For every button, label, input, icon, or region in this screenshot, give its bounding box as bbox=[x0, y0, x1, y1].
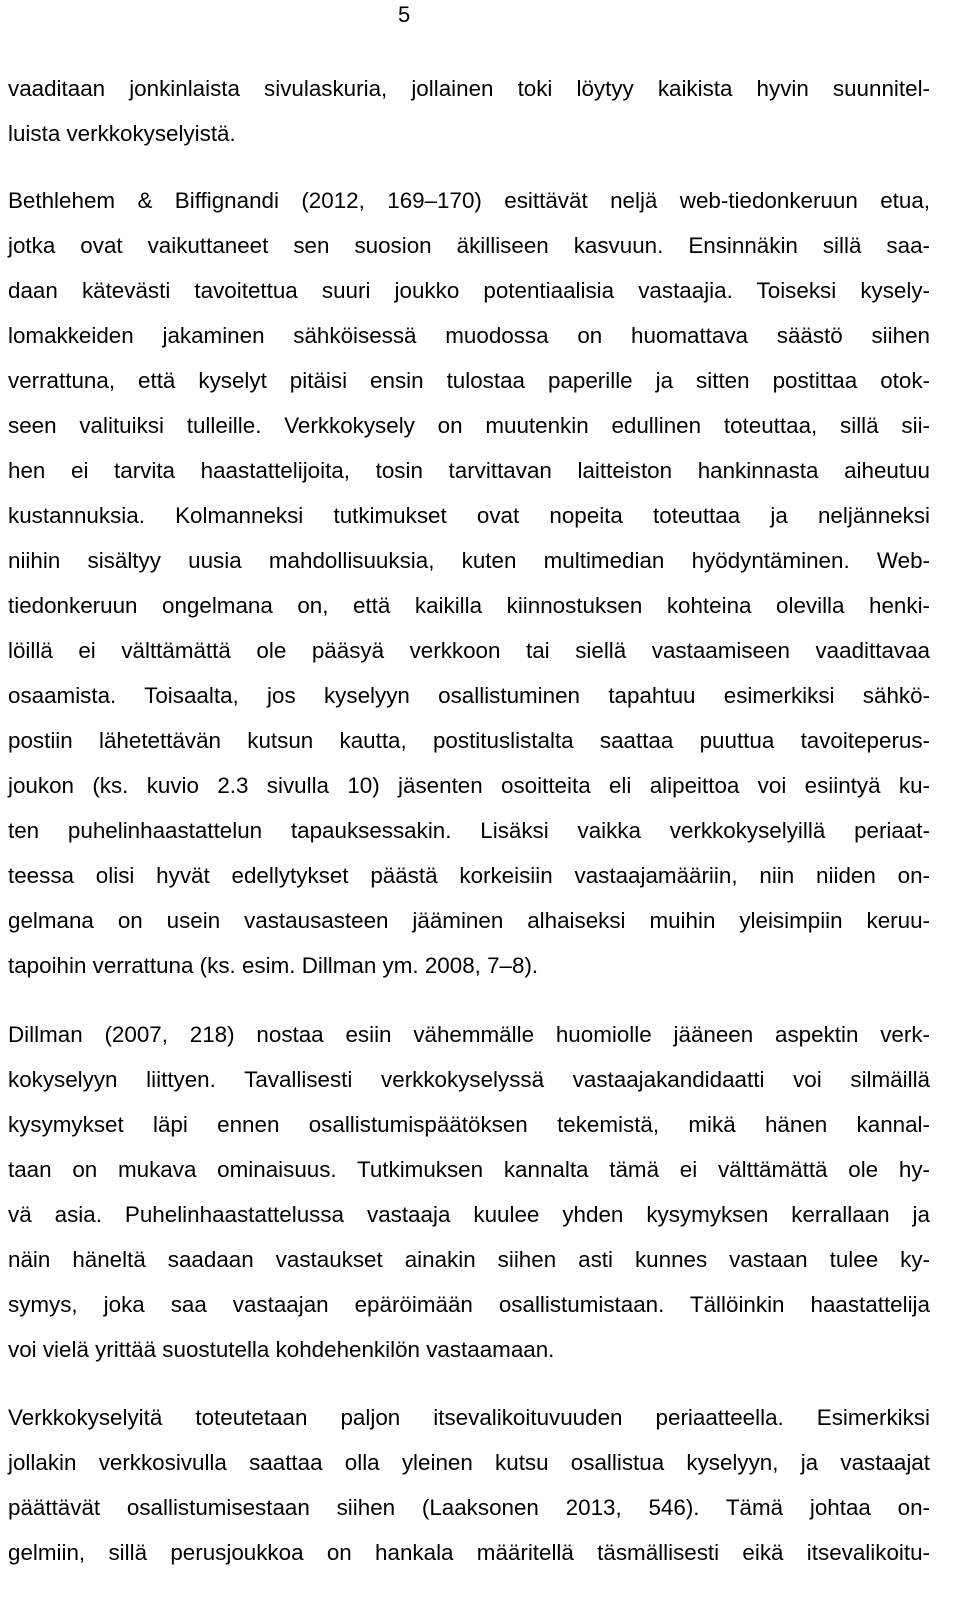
paragraph-2-line-16: teessa olisi hyvät edellytykset päästä korkeisiin vastaajamääriin, niin niiden on- bbox=[8, 863, 930, 888]
paragraph-2-line-8: kustannuksia. Kolmanneksi tutkimukset ovat nopeita toteuttaa ja neljänneksi bbox=[8, 503, 930, 528]
paragraph-2-line-14: joukon (ks. kuvio 2.3 sivulla 10) jäsenten osoitteita eli alipeittoa voi esiintyä ku- bbox=[8, 773, 930, 798]
paragraph-2-line-2: jotka ovat vaikuttaneet sen suosion äkilliseen kasvuun. Ensinnäkin sillä saa- bbox=[8, 233, 930, 258]
page-number: 5 bbox=[398, 2, 411, 27]
paragraph-2-line-12: osaamista. Toisaalta, jos kyselyyn osallistuminen tapahtuu esimerkiksi sähkö- bbox=[8, 683, 930, 708]
paragraph-1-line-2: luista verkkokyselyistä. bbox=[8, 121, 236, 146]
paragraph-4-line-3: päättävät osallistumisestaan siihen (Laaksonen 2013, 546). Tämä johtaa on- bbox=[8, 1495, 930, 1520]
paragraph-3-line-5: vä asia. Puhelinhaastattelussa vastaaja kuulee yhden kysymyksen kerrallaan ja bbox=[8, 1202, 930, 1227]
paragraph-3-line-1: Dillman (2007, 218) nostaa esiin vähemmälle huomiolle jääneen aspektin verk- bbox=[8, 1022, 930, 1047]
paragraph-2-line-10: tiedonkeruun ongelmana on, että kaikilla kiinnostuksen kohteina olevilla henki- bbox=[8, 593, 930, 618]
paragraph-4-line-4: gelmiin, sillä perusjoukkoa on hankala määritellä täsmällisesti eikä itsevalikoitu- bbox=[8, 1540, 930, 1565]
paragraph-2-line-4: lomakkeiden jakaminen sähköisessä muodossa on huomattava säästö siihen bbox=[8, 323, 930, 348]
paragraph-2-line-7: hen ei tarvita haastattelijoita, tosin tarvittavan laitteiston hankinnasta aiheutuu bbox=[8, 458, 930, 483]
paragraph-2-line-9: niihin sisältyy uusia mahdollisuuksia, kuten multimedian hyödyntäminen. Web- bbox=[8, 548, 930, 573]
paragraph-3-line-8: voi vielä yrittää suostutella kohdehenkilön vastaamaan. bbox=[8, 1337, 555, 1362]
paragraph-2-line-18: tapoihin verrattuna (ks. esim. Dillman ym. 2008, 7–8). bbox=[8, 953, 539, 978]
paragraph-2-line-15: ten puhelinhaastattelun tapauksessakin. Lisäksi vaikka verkkokyselyillä periaat- bbox=[8, 818, 930, 843]
paragraph-4-line-2: jollakin verkkosivulla saattaa olla yleinen kutsu osallistua kyselyyn, ja vastaajat bbox=[8, 1450, 930, 1475]
paragraph-2-line-17: gelmana on usein vastausasteen jääminen alhaiseksi muihin yleisimpiin keruu- bbox=[8, 908, 930, 933]
paragraph-2-line-5: verrattuna, että kyselyt pitäisi ensin tulostaa paperille ja sitten postittaa otok- bbox=[8, 368, 930, 393]
paragraph-2-line-6: seen valituiksi tulleille. Verkkokysely on muutenkin edullinen toteuttaa, sillä sii- bbox=[8, 413, 930, 438]
paragraph-2-line-13: postiin lähetettävän kutsun kautta, postituslistalta saattaa puuttua tavoiteperus- bbox=[8, 728, 930, 753]
paragraph-3-line-2: kokyselyyn liittyen. Tavallisesti verkkokyselyssä vastaajakandidaatti voi silmäillä bbox=[8, 1067, 930, 1092]
paragraph-4-line-1: Verkkokyselyitä toteutetaan paljon itsevalikoituvuuden periaatteella. Esimerkiksi bbox=[8, 1405, 930, 1430]
paragraph-2-line-1: Bethlehem & Biffignandi (2012, 169–170) esittävät neljä web-tiedonkeruun etua, bbox=[8, 188, 930, 213]
paragraph-2-line-11: löillä ei välttämättä ole pääsyä verkkoon tai siellä vastaamiseen vaadittavaa bbox=[8, 638, 930, 663]
paragraph-1-line-1: vaaditaan jonkinlaista sivulaskuria, jollainen toki löytyy kaikista hyvin suunnitel- bbox=[8, 76, 930, 101]
paragraph-2-line-3: daan kätevästi tavoitettua suuri joukko potentiaalisia vastaajia. Toiseksi kysely- bbox=[8, 278, 930, 303]
paragraph-3-line-3: kysymykset läpi ennen osallistumispäätöksen tekemistä, mikä hänen kannal- bbox=[8, 1112, 930, 1137]
paragraph-3-line-4: taan on mukava ominaisuus. Tutkimuksen kannalta tämä ei välttämättä ole hy- bbox=[8, 1157, 930, 1182]
paragraph-3-line-6: näin häneltä saadaan vastaukset ainakin siihen asti kunnes vastaan tulee ky- bbox=[8, 1247, 930, 1272]
paragraph-3-line-7: symys, joka saa vastaajan epäröimään osallistumistaan. Tällöinkin haastattelija bbox=[8, 1292, 930, 1317]
